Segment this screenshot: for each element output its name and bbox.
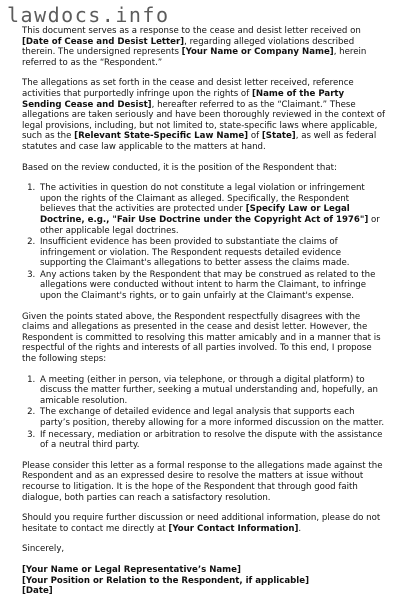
step-item: 3. If necessary, mediation or arbitration to resolve the dispute with the assistance of a neutral third party. [38,430,386,451]
position-text: or other applicable legal doctrines. [40,214,380,236]
allegations-text: , as well as federal statutes and case law applicable to the matters at hand. [22,131,377,152]
consider-paragraph: Please consider this letter as a formal response to the allegations made against the Respondent and as an expressed desire to resolve the matters at issue without recourse to litigation. It is the hope of the Respondent that through good faith dialogue, both parties can reach a satisfactory resolution. [22,460,383,503]
position-list [22,183,386,302]
response-letter [22,26,386,597]
position-item [38,237,386,269]
placeholder-state-law: [Relevant State-Specific Law Name] [74,131,249,142]
allegations-text: of [248,131,262,142]
placeholder-contact-info: [Your Contact Information] [168,523,299,534]
placeholder-state: [State] [261,131,296,142]
contact-text: . [298,523,302,534]
placeholder-signer-position: [Your Position or Relation to the Respondent, if applicable] [22,575,310,586]
position-text: Insufficient evidence has been provided to substantiate the claims of infringement or violation. The Respondent requests detailed evidence supporting the Claimant's allegations to better assess the claims made. [40,237,350,269]
intro-text: This document serves as a response to the cease and desist letter received on [22,26,361,36]
step-item: 1. A meeting (either in person, via telephone, or through a digital platform) to discuss the matter further, seeking a mutual understanding and, hopefully, an amicable resolution. [38,375,386,407]
position-text: Any actions taken by the Respondent that may be construed as related to the allegations were conducted without intent to harm the Claimant, to infringe upon the Claimant's rights, or to gain unfairly at the Claimant's expense. [40,269,376,302]
allegations-paragraph [22,78,386,152]
signature-block [22,565,386,597]
contact-text: Should you require further discussion or need additional information, please do not hesitate to contact me directly at [22,513,381,534]
steps-list [22,375,386,451]
placeholder-legal-doctrine: [Specify Law or Legal Doctrine, e.g., "Fair Use Doctrine under the Copyright Act of 1976"] [40,204,369,225]
closing: Sincerely, [22,544,65,555]
steps-intro: Given the points stated above, the Respondent respectfully disagrees with the claims and allegations as presented in the cease and desist letter. However, the Respondent is committed to resolving this matter amicably and in a manner that is respectful of the rights and interests of all parties involved. To this end, I propose the following steps: [22,311,381,365]
position-item [38,270,386,302]
intro-paragraph [22,26,386,68]
placeholder-signer-name: [Your Name or Legal Representative’s Name] [22,564,241,575]
placeholder-sender-name: [Name of the Party Sending Cease and Desist] [22,88,345,110]
intro-text: , herein referred to as the “Respondent.” [22,47,367,68]
intro-text: , regarding alleged violations described therein. The undersigned represents [22,36,355,58]
allegations-text: , hereafter referred to as the “Claimant.” These allegations are taken seriously and have been thoroughly reviewed in the context of legal provisions, including, but not limited to, state-specific laws where applicable, such as the [22,99,386,142]
contact-paragraph [22,513,386,534]
step-item: 2. The exchange of detailed evidence and legal analysis that supports each party’s position, thereby allowing for a more informed discussion on the matter. [38,407,386,428]
position-text: The activities in question do not constitute a legal violation or infringement upon the rights of the Claimant as alleged. Specifically, the Respondent believes that the activities are protected under [40,183,365,215]
placeholder-signature-date: [Date] [22,586,53,597]
placeholder-cd-date: [Date of Cease and Desist Letter] [22,36,185,47]
placeholder-your-name: [Your Name or Company Name] [181,47,334,58]
allegations-text: The allegations as set forth in the cease and desist letter received, reference activities that purportedly infringe upon the rights of [22,78,354,99]
position-intro: Based on the review conducted, it is the position of the Respondent that: [22,162,337,173]
site-logo: lawdocs.info [7,3,170,27]
position-item [38,183,386,236]
